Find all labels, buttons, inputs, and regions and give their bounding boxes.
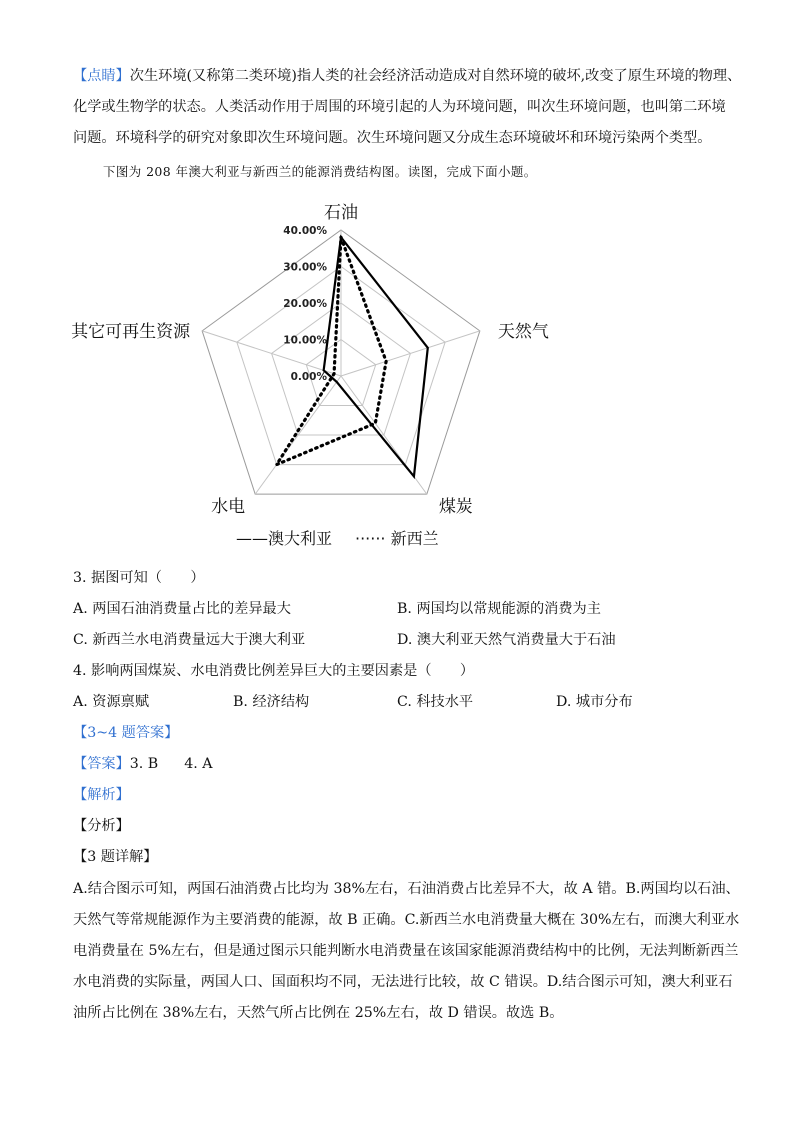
dianjing-text-1: 次生环境(又称第二类环境)指人类的社会经济活动造成对自然环境的破坏,改变了原生环境的物理、 [129, 68, 742, 84]
axis-label-4: 其它可再生资源 [71, 321, 191, 342]
dianjing-line-2: 化学或生物学的状态。人类活动作用于周围的环境引起的人为环境问题，叫次生环境问题，也叫第二环境 [73, 99, 726, 115]
detail3-line-2: 天然气等常规能源作为主要消费的能源，故 B 正确。C.新西兰水电消费量大概在 30%左右，而澳大利亚水 [73, 912, 740, 928]
fenxi-header: 【分析】 [73, 818, 130, 834]
q3-option-b: B. 两国均以常规能源的消费为主 [397, 601, 601, 617]
legend-australia: ——澳大利亚 [236, 529, 333, 548]
tick-label: 10.00% [283, 334, 327, 347]
legend-newzealand: ······ 新西兰 [355, 529, 439, 548]
detail3-header: 【3 题详解】 [73, 849, 158, 865]
tick-label: 40.00% [283, 225, 327, 237]
detail3-line-5: 油所占比例在 38%左右，天然气所占比例在 25%左右，故 D 错误。故选 B。 [73, 1005, 564, 1021]
answers-header: 【3~4 题答案】 [73, 725, 179, 741]
q4-option-a: A. 资源禀赋 [73, 694, 150, 710]
answers-line [73, 753, 213, 773]
dianjing-line-3: 问题。环境科学的研究对象即次生环境问题。次生环境问题又分成生态环境破坏和环境污染两个类型。 [73, 130, 712, 146]
axis-label-3: 水电 [211, 497, 246, 518]
q4-option-d: D. 城市分布 [556, 694, 633, 710]
answer-4: 4. A [184, 756, 213, 772]
detail3-line-3: 电消费量在 5%左右，但是通过图示只能判断水电消费量在该国家能源消费结构中的比例，无法判断新西兰 [73, 943, 739, 959]
axis-label-1: 天然气 [497, 321, 549, 342]
radar-legend [236, 529, 439, 548]
axis-label-2: 煤炭 [438, 497, 473, 518]
q4-option-b: B. 经济结构 [233, 694, 310, 710]
detail3-line-1: A.结合图示可知，两国石油消费占比均为 38%左右，石油消费占比差异不大，故 A 错。B.两国均以石油、 [73, 881, 740, 897]
radar-axis-labels [71, 203, 549, 517]
dianjing-line-1 [73, 66, 741, 87]
energy-radar-chart [60, 195, 580, 555]
axis-label-0: 石油 [324, 203, 358, 223]
q4-option-c: C. 科技水平 [397, 694, 474, 710]
tick-label: 20.00% [283, 298, 327, 310]
chart-intro: 下图为 208 年澳大利亚与新西兰的能源消费结构图。读图，完成下面小题。 [103, 164, 537, 179]
tick-label: 30.00% [283, 261, 327, 274]
tick-label: 0.00% [290, 371, 327, 383]
detail3-line-4: 水电消费的实际量，两国人口、国面积均不同，无法进行比较，故 C 错误。D.结合图示可知，澳大利亚石 [73, 974, 733, 990]
q3-option-d: D. 澳大利亚天然气消费量大于石油 [397, 632, 616, 648]
dianjing-tag: 【点睛】 [73, 68, 130, 84]
jiexi-header: 【解析】 [73, 787, 130, 803]
answer-tag: 【答案】 [73, 756, 130, 772]
spoke-1 [341, 331, 480, 376]
q3-stem: 3. 据图可知（ ） [73, 570, 205, 586]
q3-option-a: A. 两国石油消费量占比的差异最大 [73, 601, 291, 617]
q4-stem: 4. 影响两国煤炭、水电消费比例差异巨大的主要因素是（ ） [73, 663, 475, 679]
answer-3: 3. B [129, 756, 159, 772]
q3-option-c: C. 新西兰水电消费量远大于澳大利亚 [73, 632, 306, 648]
